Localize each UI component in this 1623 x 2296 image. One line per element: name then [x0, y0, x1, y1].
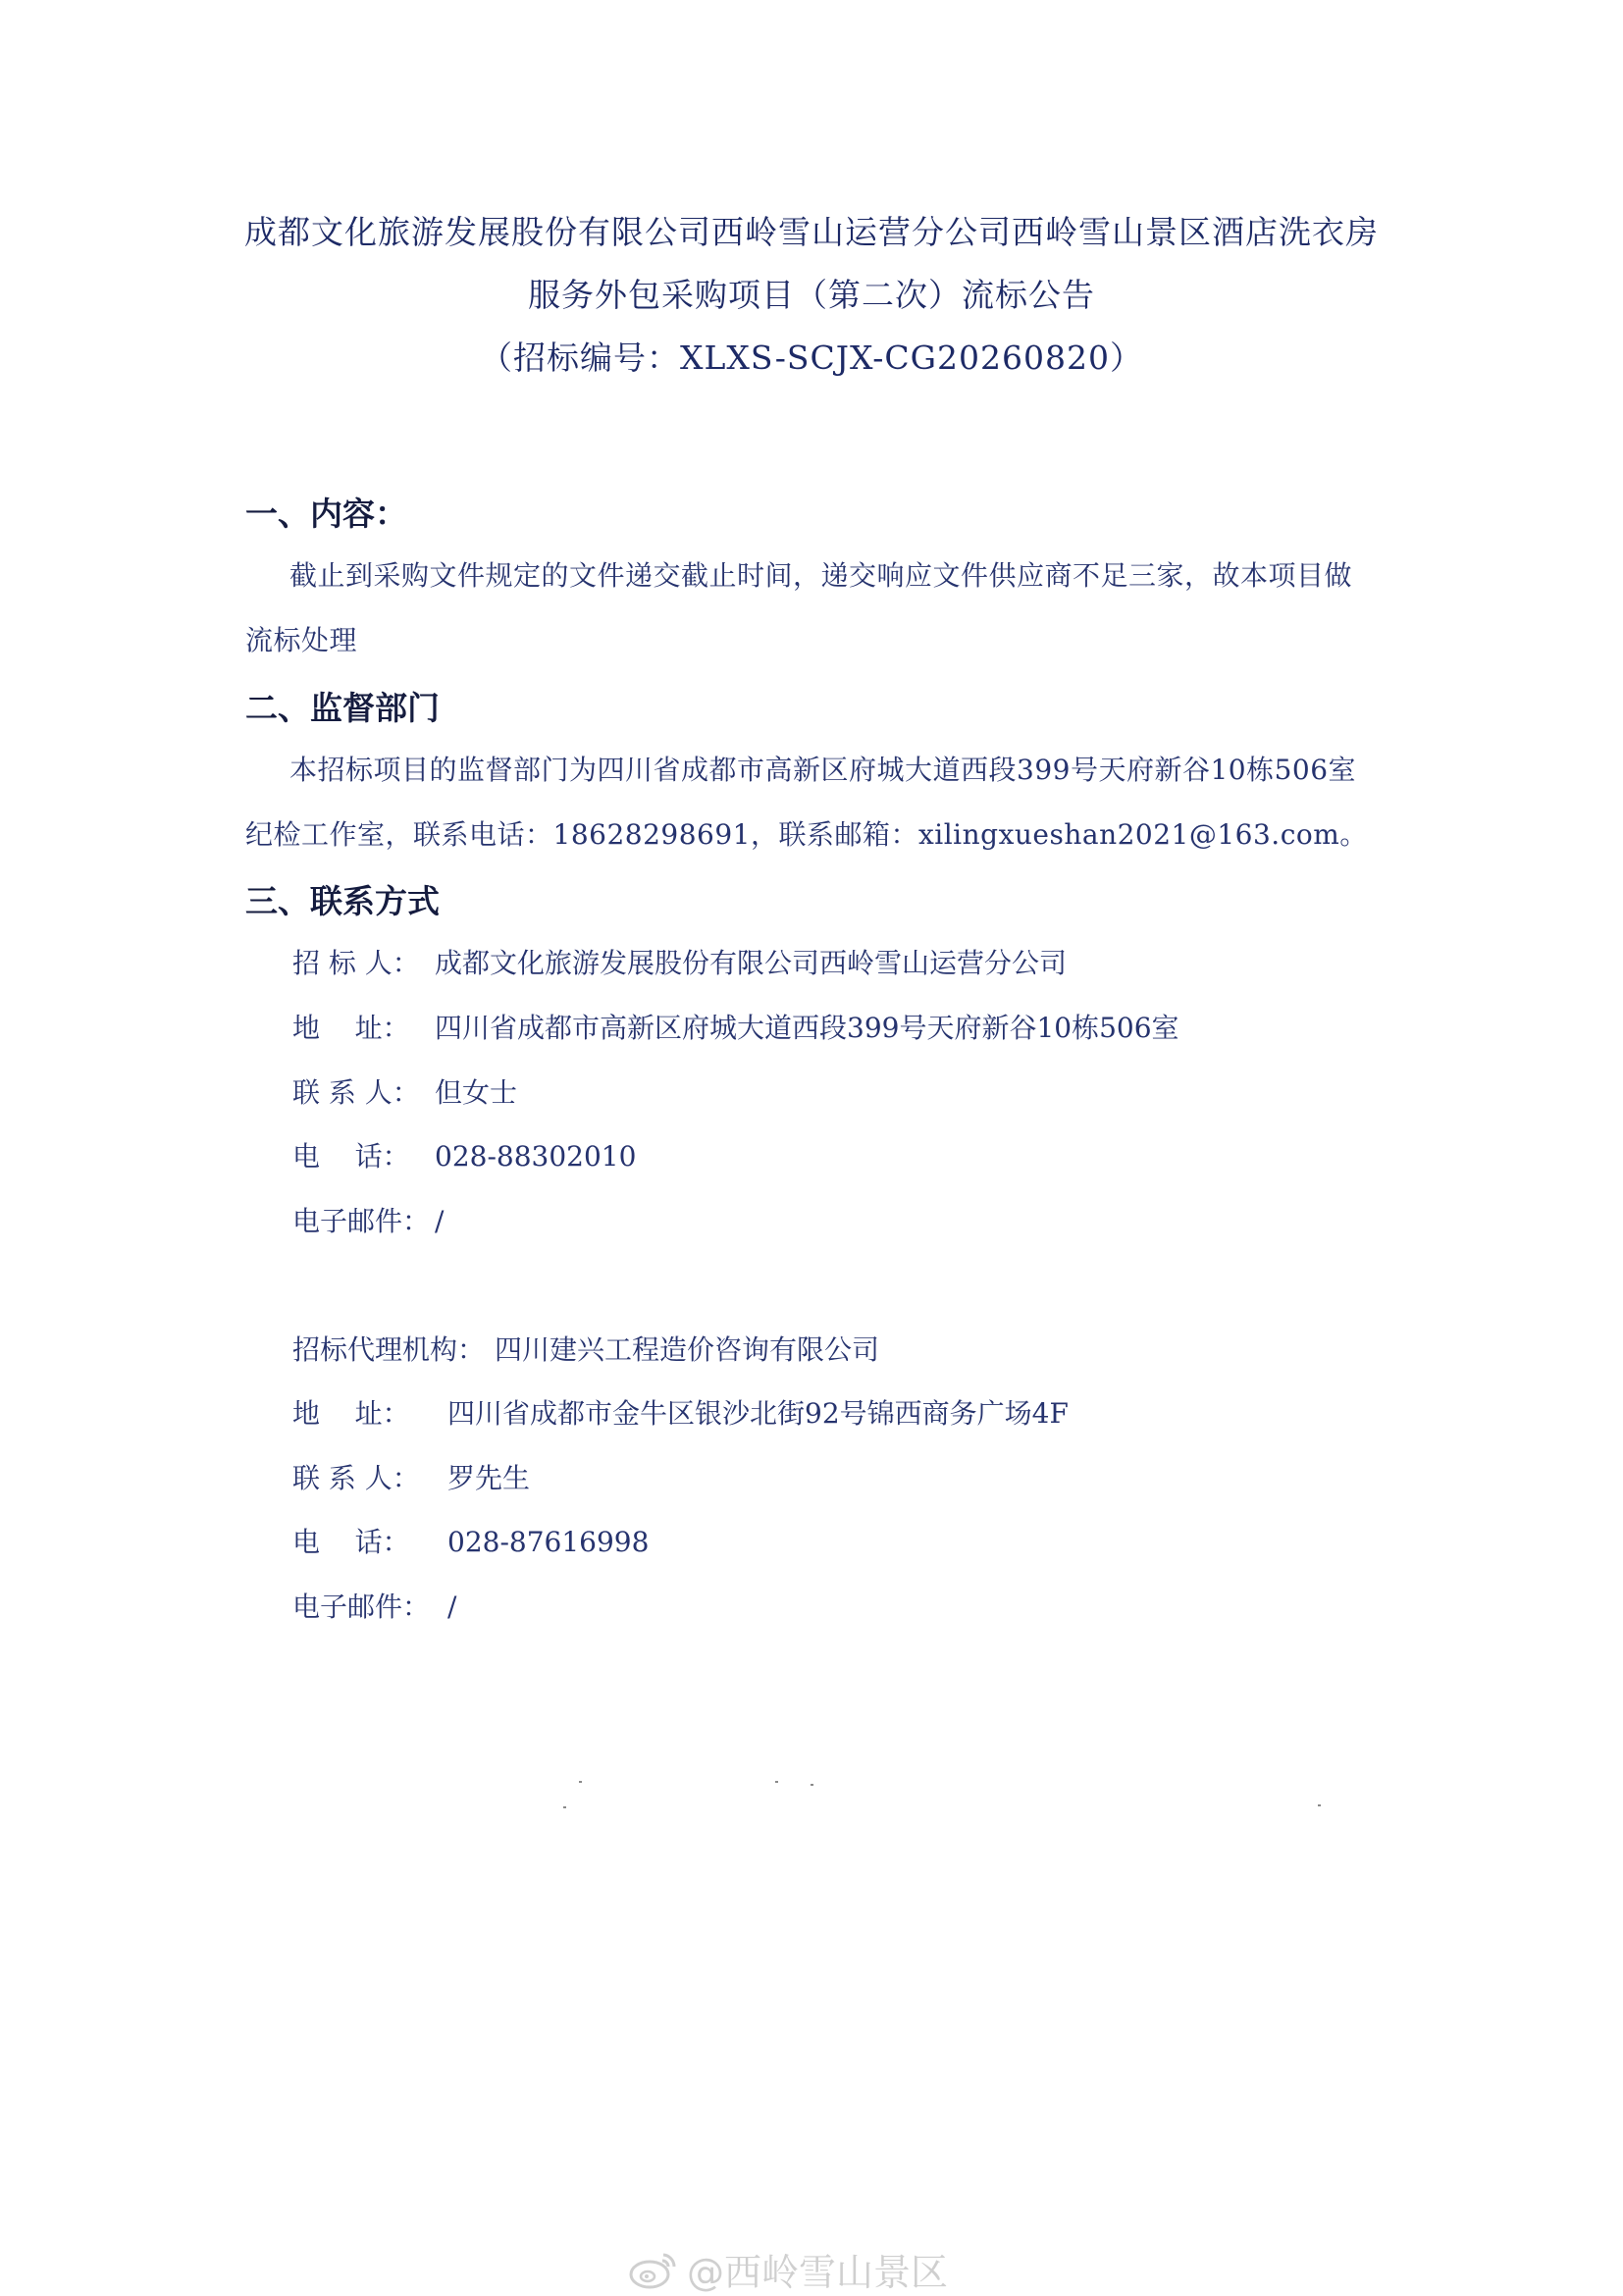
- tenderer-phone-row: [292, 1135, 636, 1174]
- field-value: 028-87616998: [447, 1526, 650, 1558]
- field-label: 联 系 人：: [292, 1462, 420, 1494]
- section-heading-supervision: 二、监督部门: [245, 689, 440, 727]
- scan-speck: [1318, 1804, 1321, 1806]
- supervision-paragraph-line-1: 本招标项目的监督部门为四川省成都市高新区府城大道西段399号天府新谷10栋506室: [289, 754, 1357, 786]
- agency-phone-row: [292, 1521, 649, 1560]
- scan-speck: [811, 1784, 813, 1786]
- tenderer-address-row: [292, 1007, 1179, 1046]
- section-heading-contact: 三、联系方式: [245, 882, 440, 920]
- field-label: 电 话：: [292, 1526, 410, 1558]
- content-paragraph-line-2: 流标处理: [245, 624, 358, 656]
- scan-speck: [775, 1781, 778, 1783]
- field-value: 四川建兴工程造价咨询有限公司: [495, 1333, 880, 1366]
- field-value: 四川省成都市金牛区银沙北街92号锦西商务广场4F: [447, 1397, 1069, 1430]
- supervision-paragraph-line-2: 纪检工作室，联系电话：18628298691，联系邮箱：xilingxueshan2021@163.com。: [245, 818, 1368, 851]
- field-value: 四川省成都市高新区府城大道西段399号天府新谷10栋506室: [435, 1012, 1179, 1044]
- title-line-2: 服务外包采购项目（第二次）流标公告: [528, 276, 1095, 314]
- scan-speck: [579, 1781, 582, 1783]
- tenderer-email-row: [292, 1200, 444, 1239]
- title-line-1: 成都文化旅游发展股份有限公司西岭雪山运营分公司西岭雪山景区酒店洗衣房: [244, 213, 1379, 251]
- tenderer-contact-row: [292, 1071, 517, 1111]
- field-label: 地 址：: [292, 1397, 410, 1430]
- bid-number: （招标编号：XLXS-SCJX-CG20260820）: [480, 339, 1143, 377]
- field-label: 地 址：: [292, 1012, 410, 1044]
- section-heading-content: 一、内容：: [245, 495, 407, 533]
- agency-contact-row: [292, 1457, 530, 1496]
- field-label: 招 标 人：: [292, 947, 420, 979]
- document-title: [196, 201, 1427, 390]
- agency-name-row: [292, 1329, 879, 1368]
- field-label: 电子邮件：: [292, 1205, 431, 1237]
- scan-speck: [563, 1806, 566, 1808]
- agency-email-row: [292, 1586, 456, 1625]
- field-label: 电子邮件：: [292, 1591, 431, 1623]
- agency-address-row: [292, 1392, 1069, 1432]
- field-label: 联 系 人：: [292, 1076, 420, 1109]
- field-label: 电 话：: [292, 1140, 410, 1173]
- field-value: 028-88302010: [435, 1140, 637, 1173]
- weibo-watermark: [628, 2244, 948, 2293]
- content-paragraph-line-1: 截止到采购文件规定的文件递交截止时间，递交响应文件供应商不足三家，故本项目做: [289, 559, 1353, 592]
- tenderer-name-row: [292, 942, 1067, 981]
- field-value: /: [447, 1591, 457, 1623]
- field-value: 罗先生: [447, 1462, 531, 1494]
- field-value: 但女士: [435, 1076, 518, 1109]
- watermark-text: @西岭雪山景区: [687, 2250, 949, 2294]
- field-label: 招标代理机构：: [292, 1333, 486, 1366]
- field-value: 成都文化旅游发展股份有限公司西岭雪山运营分公司: [435, 947, 1068, 979]
- field-value: /: [435, 1205, 445, 1237]
- weibo-icon: [628, 2247, 679, 2290]
